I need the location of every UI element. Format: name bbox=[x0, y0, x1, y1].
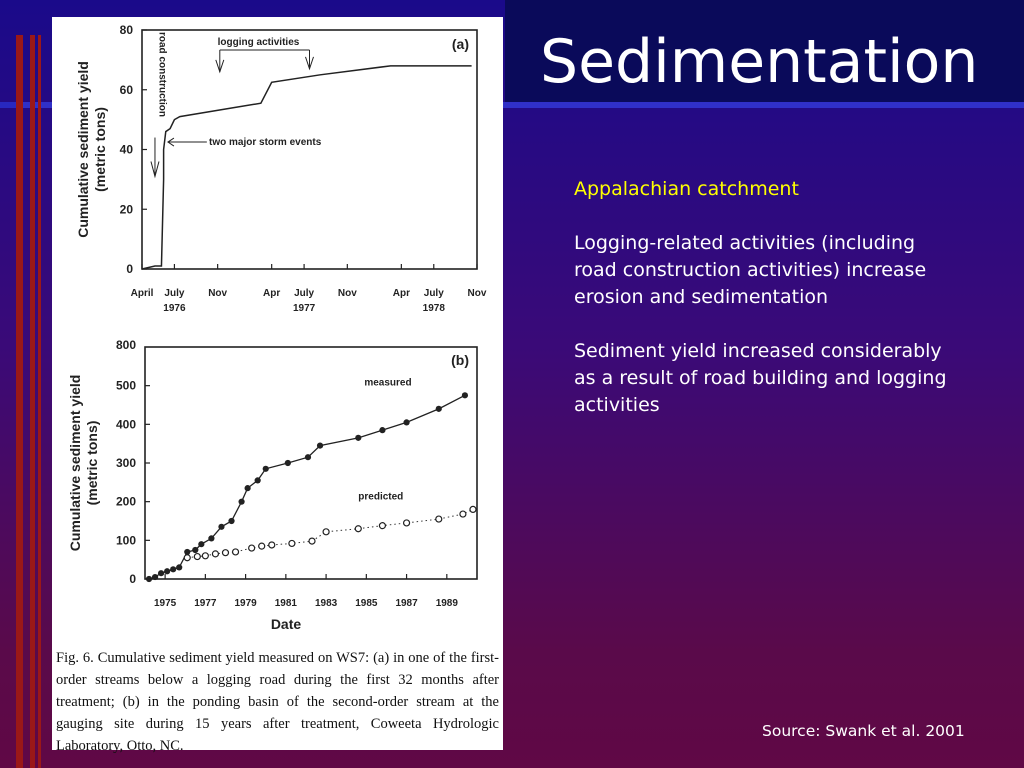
predicted-point bbox=[323, 529, 329, 535]
x-axis-label: Date bbox=[270, 616, 302, 632]
figure-caption: Fig. 6. Cumulative sediment yield measured on WS7: (a) in one of the first-order streams below a logging road during the first 32 months after treatment; (b) in the ponding basin of the second-order stream at the gauging site during 15 years after treatment, Coweeta Hydrologic Laboratory, Otto, NC. bbox=[56, 650, 499, 754]
measured-point bbox=[317, 443, 323, 449]
y-tick-label: 500 bbox=[115, 378, 136, 393]
x-tick-label: 1977 bbox=[194, 598, 217, 609]
measured-point bbox=[379, 427, 385, 433]
y-tick-label: 60 bbox=[119, 82, 133, 97]
x-tick-label: 1975 bbox=[153, 598, 177, 609]
panel-label: (b) bbox=[451, 352, 469, 368]
predicted-point bbox=[269, 542, 275, 548]
x-tick-label: July bbox=[164, 288, 185, 299]
predicted-point bbox=[194, 554, 200, 560]
y-axis-label-line: Cumulative sediment yield bbox=[75, 61, 91, 238]
annotation-road: road construction bbox=[156, 32, 168, 118]
measured-point bbox=[403, 419, 409, 425]
measured-point bbox=[436, 406, 442, 412]
x-tick-label: April bbox=[130, 288, 154, 299]
predicted-point bbox=[309, 538, 315, 544]
x-tick-label: Apr bbox=[392, 288, 410, 299]
predicted-point bbox=[184, 555, 190, 561]
predicted-point bbox=[249, 545, 255, 551]
measured-point bbox=[152, 574, 158, 580]
y-axis-label-line: (metric tons) bbox=[84, 420, 100, 506]
measured-point bbox=[355, 435, 361, 441]
predicted-point bbox=[460, 511, 466, 517]
predicted-point bbox=[355, 526, 361, 532]
x-tick-label: 1989 bbox=[435, 598, 458, 609]
panel-label: (a) bbox=[451, 36, 469, 52]
predicted-point bbox=[436, 516, 442, 522]
y-axis-label-line: (metric tons) bbox=[92, 107, 108, 192]
predicted-point bbox=[222, 550, 228, 556]
predicted-point bbox=[470, 506, 476, 512]
slide-heading: Appalachian catchment bbox=[574, 178, 799, 200]
x-tick-label: July bbox=[294, 288, 315, 299]
measured-point bbox=[170, 566, 176, 572]
measured-point bbox=[146, 576, 152, 582]
x-tick-label: July bbox=[423, 288, 444, 299]
y-tick-label: 0 bbox=[126, 262, 133, 276]
decor-bar bbox=[38, 35, 41, 768]
y-tick-label: 400 bbox=[115, 417, 136, 432]
measured-point bbox=[184, 549, 190, 555]
paragraph: Sediment yield increased considerably as a result of road building and logging activities bbox=[574, 340, 947, 416]
x-tick-label: Nov bbox=[467, 288, 487, 299]
measured-point bbox=[305, 454, 311, 460]
y-tick-label: 300 bbox=[115, 456, 136, 470]
measured-point bbox=[192, 547, 198, 553]
source-note: Source: Swank et al. 2001 bbox=[762, 722, 965, 740]
measured-point bbox=[462, 392, 468, 398]
measured-point bbox=[198, 541, 204, 547]
x-tick-label: 1987 bbox=[395, 598, 418, 609]
annotation-storm: two major storm events bbox=[209, 137, 322, 149]
measured-point bbox=[218, 524, 224, 530]
predicted-point bbox=[289, 540, 295, 546]
chart-b bbox=[52, 17, 503, 642]
x-tick-label: Apr bbox=[263, 288, 281, 299]
measured-point bbox=[208, 535, 214, 541]
figure bbox=[52, 17, 503, 754]
series-line-predicted bbox=[187, 509, 473, 557]
measured-point bbox=[285, 460, 291, 466]
y-axis-label bbox=[67, 375, 100, 552]
x-tick-label: 1985 bbox=[355, 598, 378, 609]
x-year-label: 1976 bbox=[163, 303, 186, 314]
x-tick-label: 1981 bbox=[274, 598, 297, 609]
measured-point bbox=[158, 570, 164, 576]
paragraph: Logging-related activities (including road construction activities) increase erosion and sedimentation bbox=[574, 232, 927, 308]
x-year-label: 1977 bbox=[292, 303, 316, 314]
measured-point bbox=[238, 499, 244, 505]
legend-predicted: predicted bbox=[358, 491, 404, 503]
y-tick-label: 0 bbox=[129, 572, 136, 586]
annotation-logging: logging activities bbox=[217, 37, 300, 48]
decor-bar bbox=[16, 35, 23, 768]
y-tick-label: 100 bbox=[115, 533, 136, 548]
y-axis-label-line: Cumulative sediment yield bbox=[67, 374, 83, 552]
x-tick-label: 1983 bbox=[314, 598, 338, 609]
measured-point bbox=[245, 485, 251, 491]
y-top-label: 800 bbox=[115, 338, 136, 352]
predicted-point bbox=[404, 520, 410, 526]
predicted-point bbox=[259, 543, 265, 549]
legend-measured: measured bbox=[364, 377, 412, 389]
x-year-label: 1978 bbox=[422, 303, 445, 314]
y-tick-label: 40 bbox=[119, 142, 133, 157]
measured-point bbox=[263, 466, 269, 472]
measured-point bbox=[255, 477, 261, 483]
slide-title: Sedimentation bbox=[540, 27, 979, 97]
decor-bar bbox=[0, 102, 16, 108]
x-tick-label: 1979 bbox=[234, 598, 257, 609]
measured-point bbox=[176, 564, 182, 570]
y-tick-label: 200 bbox=[115, 494, 136, 509]
predicted-point bbox=[212, 551, 218, 557]
predicted-point bbox=[202, 553, 208, 559]
y-tick-label: 80 bbox=[119, 23, 133, 37]
x-tick-label: Nov bbox=[208, 288, 228, 299]
slide-text bbox=[574, 176, 954, 446]
x-tick-label: Nov bbox=[337, 288, 357, 299]
measured-point bbox=[164, 568, 170, 574]
decor-bar bbox=[30, 35, 35, 768]
predicted-point bbox=[379, 523, 385, 529]
measured-point bbox=[228, 518, 234, 524]
predicted-point bbox=[233, 549, 239, 555]
y-tick-label: 20 bbox=[119, 202, 133, 217]
